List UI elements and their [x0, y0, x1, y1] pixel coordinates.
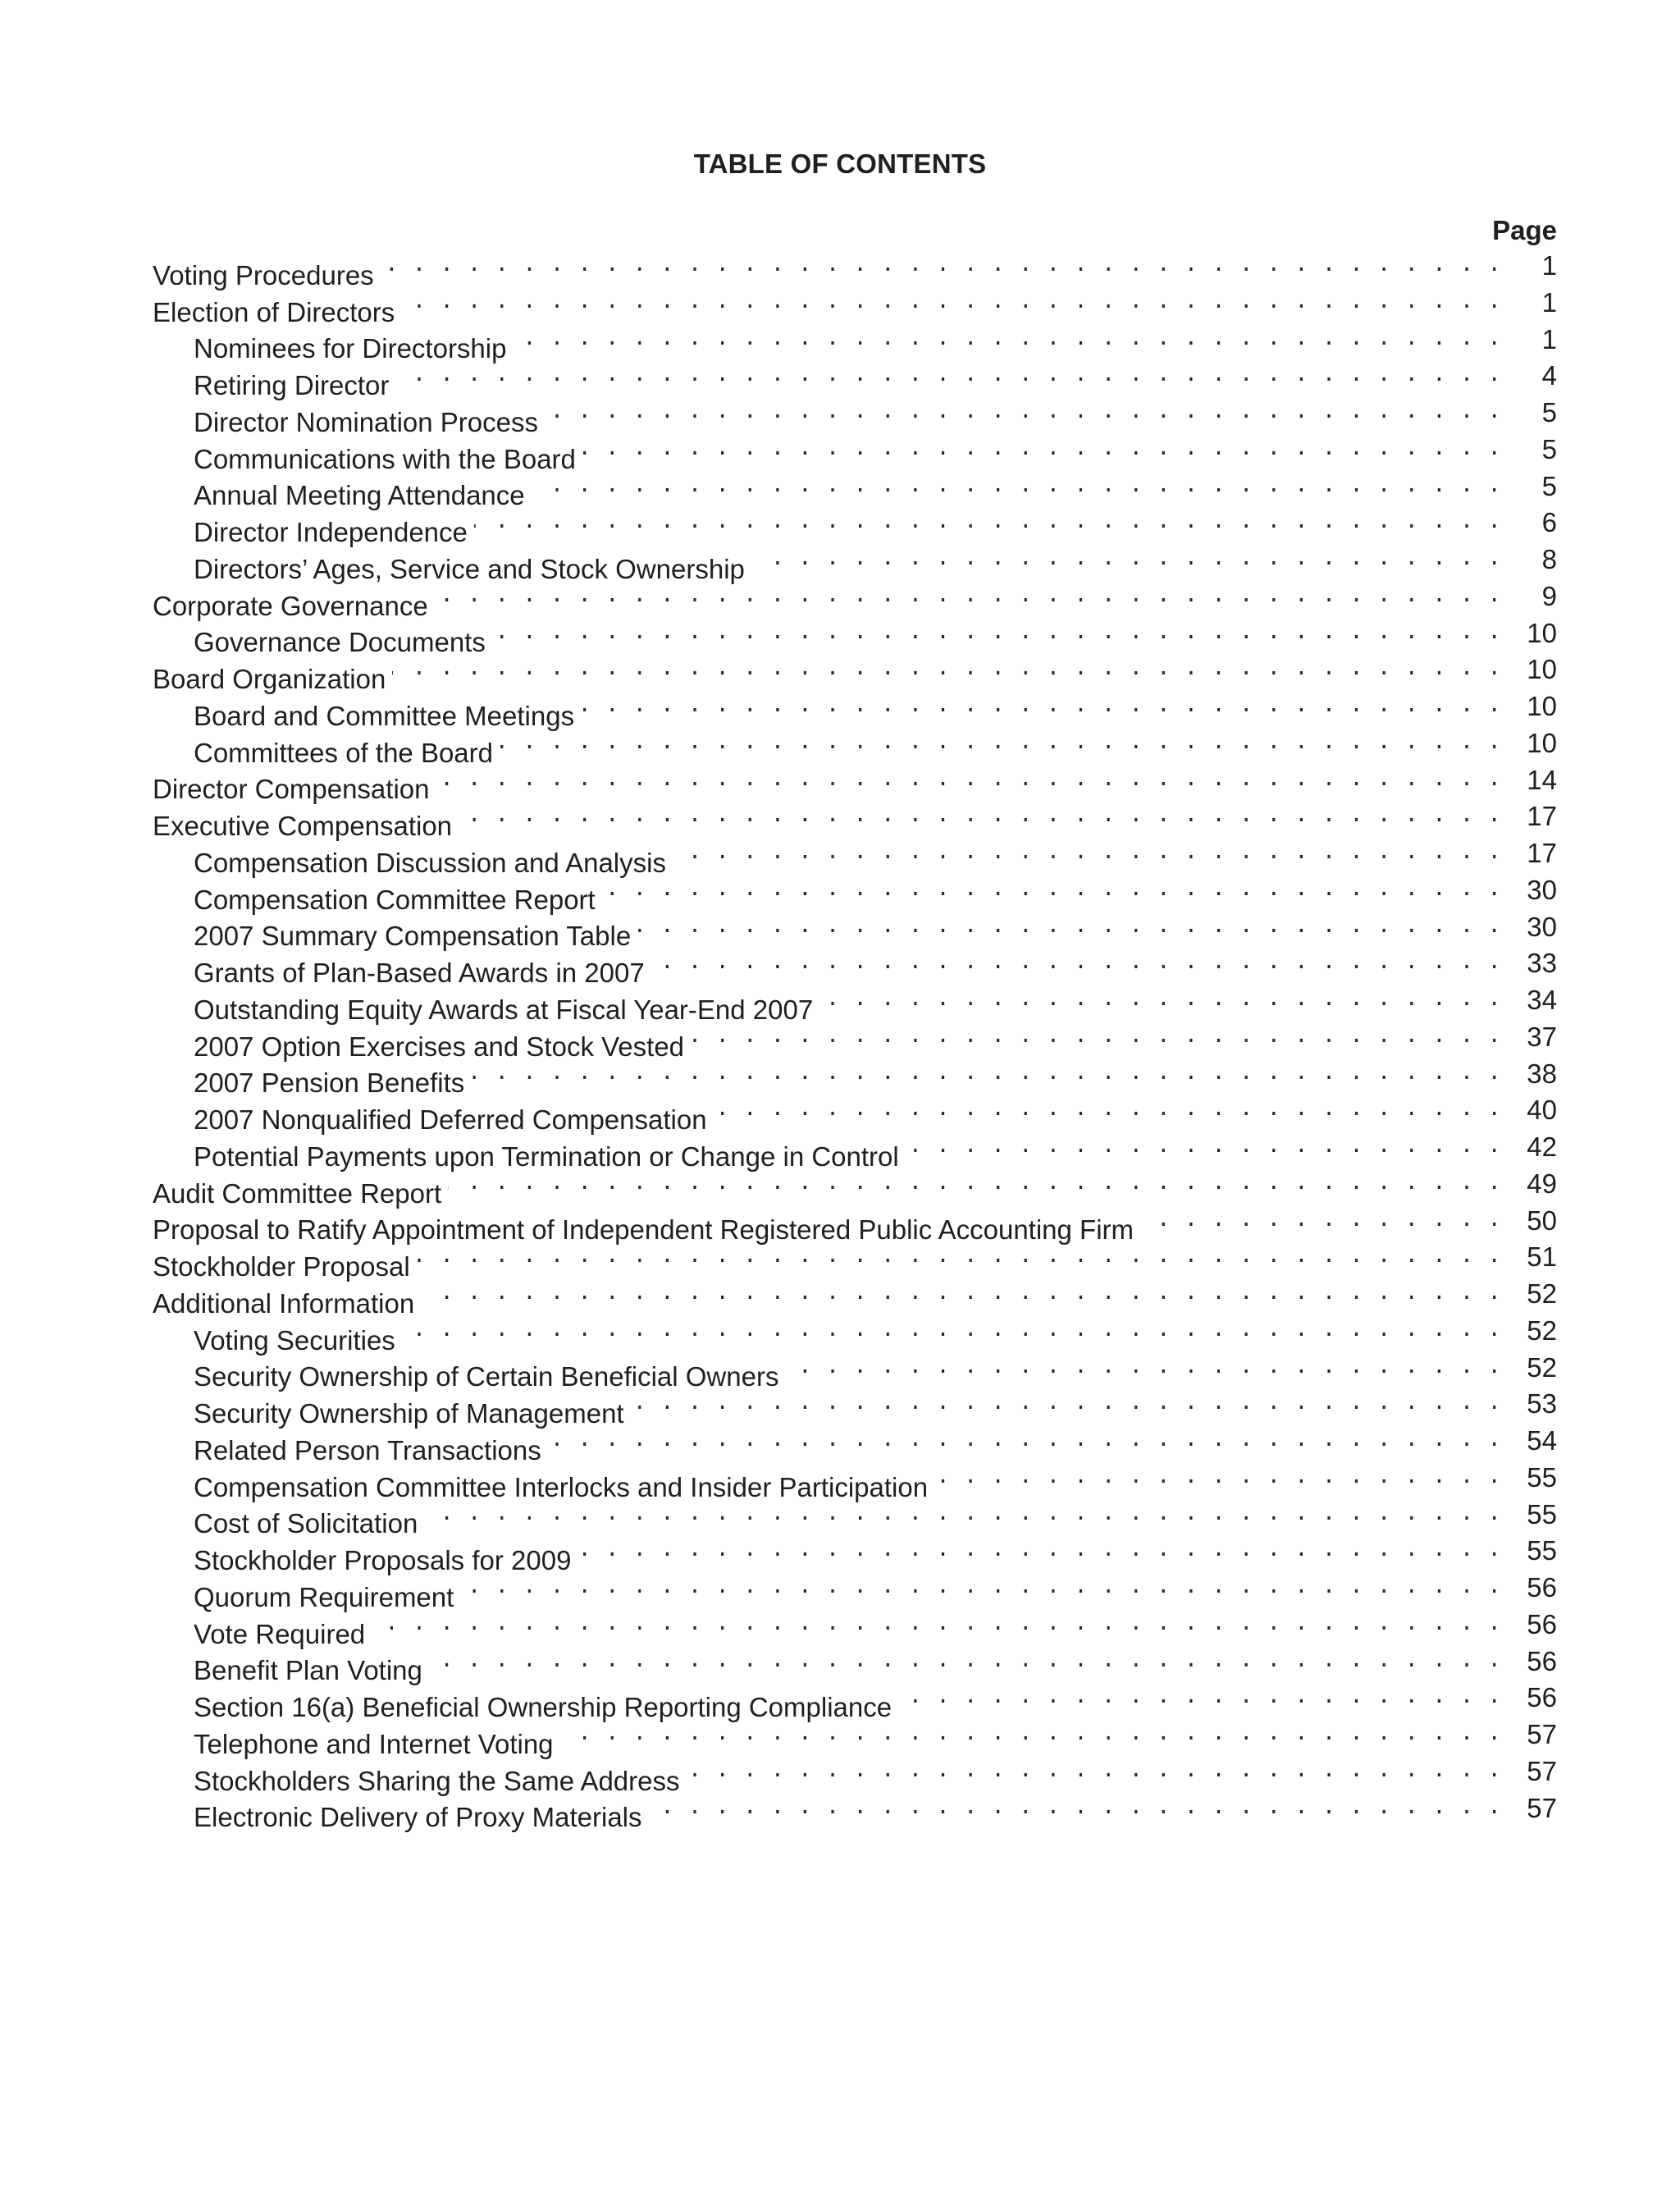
toc-entry-label: 2007 Pension Benefits — [194, 1065, 471, 1102]
toc-subentry[interactable] — [153, 322, 1557, 364]
dot-leader — [785, 1350, 1501, 1387]
dot-leader — [448, 1166, 1501, 1203]
toc-entry-label: 2007 Option Exercises and Stock Vested — [194, 1029, 691, 1066]
toc-page-number: 10 — [1527, 617, 1557, 648]
toc-entry-label: Directors’ Ages, Service and Stock Ownership — [194, 551, 751, 588]
toc-entry-label: Election of Directors — [153, 295, 401, 331]
toc-entry-label: Related Person Transactions — [194, 1433, 548, 1470]
toc-entry-label: Retiring Director — [194, 368, 395, 405]
toc-entry-label: Outstanding Equity Awards at Fiscal Year-End 2007 — [194, 992, 819, 1029]
toc-page-number: 55 — [1527, 1535, 1557, 1566]
toc-entry-label: Potential Payments upon Termination or Change in Control — [194, 1139, 906, 1176]
dot-leader — [637, 909, 1501, 946]
toc-page-number: 52 — [1527, 1314, 1557, 1346]
toc-entry-label: Corporate Governance — [153, 588, 435, 625]
toc-page-number: 57 — [1527, 1719, 1557, 1749]
toc-entry-label: Stockholder Proposals for 2009 — [194, 1543, 578, 1580]
toc-page-number: 17 — [1527, 801, 1557, 832]
toc-page-number: 49 — [1527, 1168, 1557, 1199]
toc-subentry[interactable] — [153, 1423, 1557, 1465]
toc-subentry[interactable] — [153, 945, 1557, 988]
toc-page-number: 17 — [1527, 838, 1557, 868]
dot-leader — [906, 1129, 1501, 1166]
toc-page-number: 5 — [1541, 397, 1557, 427]
toc-entry-label: Compensation Committee Report — [194, 882, 602, 919]
toc-entry-label: Vote Required — [194, 1616, 372, 1653]
toc-entry-label: Governance Documents — [194, 624, 492, 661]
toc-page-number: 56 — [1527, 1608, 1557, 1639]
toc-subentry[interactable] — [153, 1680, 1557, 1722]
dot-leader — [402, 1313, 1501, 1350]
toc-page-number: 6 — [1541, 507, 1557, 538]
toc-entry-label: Director Compensation — [153, 771, 436, 808]
dot-leader — [372, 1607, 1501, 1644]
dot-leader — [500, 725, 1501, 762]
toc-entry-label: Executive Compensation — [153, 808, 459, 845]
toc-subentry[interactable] — [153, 1717, 1557, 1759]
toc-page-number: 56 — [1527, 1572, 1557, 1602]
toc-entry-label: Telephone and Internet Voting — [194, 1726, 560, 1763]
dot-leader — [532, 469, 1501, 505]
toc-entry-label: Cost of Solicitation — [194, 1506, 424, 1543]
toc-entry-label: Nominees for Directorship — [194, 331, 513, 368]
toc-entry-label: Voting Securities — [194, 1323, 402, 1360]
toc-entry-label: Security Ownership of Management — [194, 1396, 631, 1433]
dot-leader — [459, 798, 1501, 835]
toc-page-number: 52 — [1527, 1351, 1557, 1383]
toc-subentry[interactable] — [153, 1753, 1557, 1796]
dot-leader — [649, 1790, 1502, 1827]
dot-leader — [714, 1092, 1501, 1129]
dot-leader — [429, 1644, 1501, 1680]
toc-entry-label: Voting Procedures — [153, 258, 381, 295]
page-column-heading: Page — [1492, 215, 1557, 245]
toc-entry[interactable] — [153, 248, 1557, 290]
dot-leader — [492, 615, 1501, 652]
toc-page-number: 57 — [1527, 1755, 1557, 1786]
toc-entry-label: 2007 Nonqualified Deferred Compensation — [194, 1102, 714, 1139]
toc-subentry[interactable] — [153, 1313, 1557, 1356]
toc-subentry[interactable] — [153, 688, 1557, 731]
toc-page-number: 57 — [1527, 1792, 1557, 1823]
toc-entry-label: 2007 Summary Compensation Table — [194, 918, 637, 955]
toc-subentry[interactable] — [153, 835, 1557, 878]
dot-leader — [513, 322, 1501, 359]
toc-subentry[interactable] — [153, 1790, 1557, 1833]
dot-leader — [548, 1423, 1501, 1460]
dot-leader — [1140, 1203, 1501, 1240]
dot-leader — [436, 762, 1501, 799]
toc-page-number: 53 — [1527, 1388, 1557, 1420]
dot-leader — [545, 395, 1501, 432]
toc-page-number: 5 — [1541, 470, 1557, 501]
dot-leader — [381, 248, 1501, 285]
dot-leader — [578, 1533, 1501, 1570]
toc-subentry[interactable] — [153, 542, 1557, 584]
toc-entry-label: Stockholder Proposal — [153, 1249, 417, 1286]
dot-leader — [691, 1019, 1501, 1056]
toc-subentry[interactable] — [153, 1386, 1557, 1429]
toc-page-number: 30 — [1527, 874, 1557, 905]
toc-page-number: 5 — [1541, 433, 1557, 464]
toc-entry-label: Board Organization — [153, 661, 392, 698]
toc-entry-label: Section 16(a) Beneficial Ownership Reporting Compliance — [194, 1689, 898, 1726]
toc-page-number: 1 — [1541, 286, 1557, 318]
toc-page-number: 33 — [1527, 948, 1557, 979]
dot-leader — [581, 688, 1501, 725]
toc-page-number: 1 — [1541, 323, 1557, 354]
toc-page-number: 4 — [1541, 360, 1557, 391]
toc-entry-label: Compensation Discussion and Analysis — [194, 845, 673, 882]
dot-leader — [435, 578, 1501, 615]
toc-entry[interactable] — [153, 652, 1557, 694]
toc-page-number: 9 — [1541, 580, 1557, 611]
toc-entry-label: Director Independence — [194, 514, 474, 551]
dot-leader — [898, 1680, 1501, 1717]
toc-page-number: 30 — [1527, 911, 1557, 942]
dot-leader — [424, 1497, 1501, 1534]
toc-entry-label: Audit Committee Report — [153, 1176, 448, 1213]
toc-page-number: 1 — [1541, 250, 1557, 281]
dot-leader — [751, 542, 1501, 578]
toc-entry-label: Electronic Delivery of Proxy Materials — [194, 1799, 649, 1836]
toc-page-number: 56 — [1527, 1682, 1557, 1713]
dot-leader — [474, 505, 1501, 542]
toc-entry-label: Proposal to Ratify Appointment of Independent Registered Public Accounting Firm — [153, 1212, 1140, 1249]
toc-subentry[interactable] — [153, 1497, 1557, 1539]
toc-page-number: 38 — [1527, 1058, 1557, 1089]
toc-page-number: 40 — [1527, 1095, 1557, 1126]
toc-entry-label: Compensation Committee Interlocks and Insider Participation — [194, 1470, 934, 1506]
toc-page-number: 42 — [1527, 1132, 1557, 1162]
toc-entry-label: Grants of Plan-Based Awards in 2007 — [194, 955, 651, 992]
toc-entry[interactable] — [153, 1203, 1557, 1246]
toc-entry-label: Security Ownership of Certain Beneficial Owners — [194, 1359, 785, 1396]
toc-subentry[interactable] — [153, 1644, 1557, 1686]
toc-subentry[interactable] — [153, 1570, 1557, 1612]
dot-leader — [673, 835, 1501, 872]
toc-page-number: 51 — [1527, 1241, 1557, 1273]
toc-page-number: 52 — [1527, 1278, 1557, 1309]
toc-page-number: 8 — [1541, 544, 1557, 574]
dot-leader — [819, 982, 1501, 1019]
dot-leader — [602, 872, 1501, 909]
toc-subentry[interactable] — [153, 1019, 1557, 1062]
dot-leader — [392, 652, 1501, 688]
toc-entry[interactable] — [153, 1166, 1557, 1209]
toc-entry-label: Stockholders Sharing the Same Address — [194, 1763, 687, 1800]
dot-leader — [471, 1056, 1501, 1093]
toc-page-number: 54 — [1527, 1425, 1557, 1456]
table-of-contents — [153, 248, 1557, 1833]
toc-page-number: 56 — [1527, 1645, 1557, 1676]
toc-entry-label: Director Nomination Process — [194, 405, 545, 441]
toc-page-number: 10 — [1527, 691, 1557, 721]
toc-entry[interactable] — [153, 285, 1557, 327]
dot-leader — [631, 1386, 1501, 1423]
toc-page-number: 10 — [1527, 654, 1557, 685]
dot-leader — [401, 285, 1501, 322]
dot-leader — [417, 1239, 1501, 1276]
toc-entry-label: Additional Information — [153, 1286, 421, 1323]
toc-page-number: 55 — [1527, 1498, 1557, 1529]
dot-leader — [460, 1570, 1501, 1607]
dot-leader — [934, 1460, 1501, 1497]
toc-entry[interactable] — [153, 1239, 1557, 1282]
toc-page-number: 50 — [1527, 1205, 1557, 1236]
toc-entry-label: Board and Committee Meetings — [194, 698, 581, 735]
toc-subentry[interactable] — [153, 432, 1557, 474]
toc-page-number: 14 — [1527, 764, 1557, 795]
toc-subentry[interactable] — [153, 358, 1557, 400]
toc-subentry[interactable] — [153, 505, 1557, 547]
toc-subentry[interactable] — [153, 1533, 1557, 1575]
toc-subentry[interactable] — [153, 615, 1557, 658]
toc-subentry[interactable] — [153, 1607, 1557, 1649]
toc-subentry[interactable] — [153, 395, 1557, 437]
toc-entry[interactable] — [153, 1276, 1557, 1319]
dot-leader — [651, 945, 1501, 982]
toc-subentry[interactable] — [153, 1056, 1557, 1099]
toc-page-number: 34 — [1527, 985, 1557, 1015]
toc-page-number: 10 — [1527, 727, 1557, 758]
toc-page-number: 55 — [1527, 1461, 1557, 1493]
dot-leader — [582, 432, 1501, 469]
toc-entry[interactable] — [153, 798, 1557, 841]
toc-page-number: 37 — [1527, 1021, 1557, 1052]
toc-entry-label: Benefit Plan Voting — [194, 1653, 429, 1689]
dot-leader — [395, 358, 1501, 395]
toc-entry-label: Committees of the Board — [194, 735, 500, 772]
toc-subentry[interactable] — [153, 872, 1557, 915]
toc-subentry[interactable] — [153, 1092, 1557, 1135]
dot-leader — [687, 1753, 1501, 1790]
dot-leader — [421, 1276, 1501, 1313]
toc-subentry[interactable] — [153, 1129, 1557, 1172]
toc-subentry[interactable] — [153, 1460, 1557, 1502]
toc-subentry[interactable] — [153, 725, 1557, 768]
toc-subentry[interactable] — [153, 469, 1557, 511]
toc-subentry[interactable] — [153, 1350, 1557, 1392]
toc-entry-label: Quorum Requirement — [194, 1580, 460, 1616]
toc-subentry[interactable] — [153, 982, 1557, 1025]
toc-entry-label: Communications with the Board — [194, 441, 582, 478]
dot-leader — [560, 1717, 1501, 1753]
toc-entry-label: Annual Meeting Attendance — [194, 478, 532, 514]
toc-subentry[interactable] — [153, 909, 1557, 952]
toc-entry[interactable] — [153, 762, 1557, 805]
toc-entry[interactable] — [153, 578, 1557, 621]
page-title: TABLE OF CONTENTS — [693, 149, 987, 179]
